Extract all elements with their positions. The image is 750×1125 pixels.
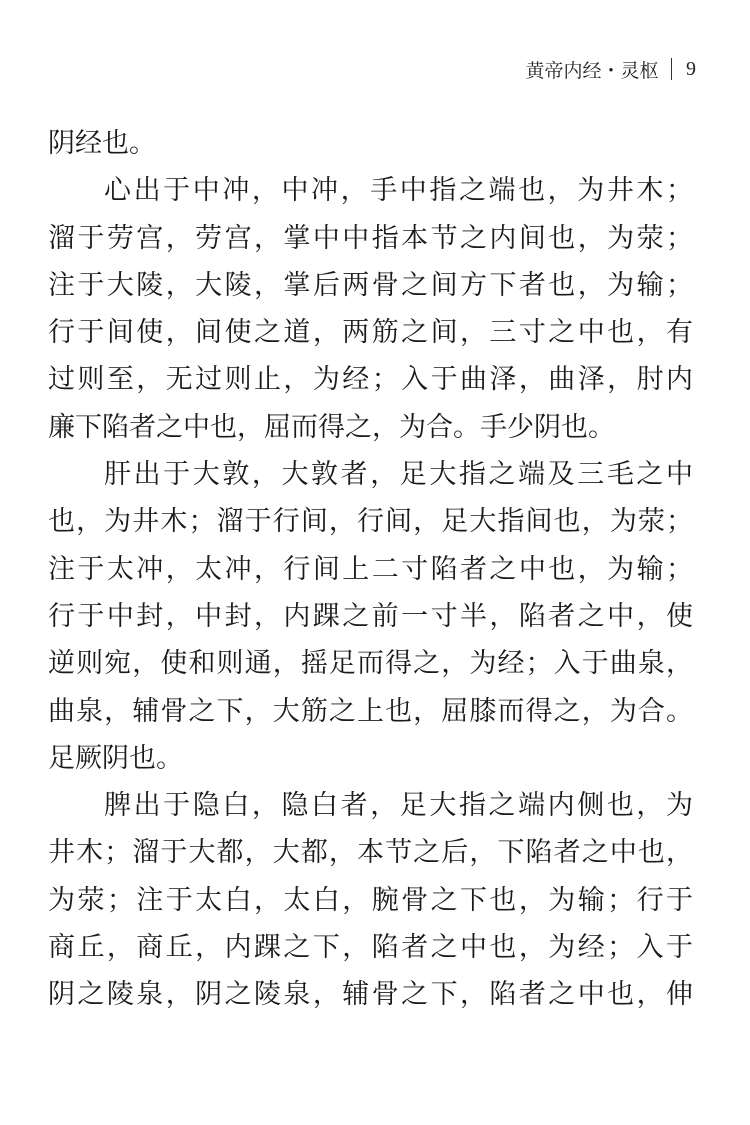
text-line: 行于间使，间使之道，两筋之间，三寸之中也，有 [48, 317, 693, 349]
body-text [48, 124, 693, 1023]
header-divider [671, 58, 673, 80]
text-line: 溜于劳宫，劳宫，掌中中指本节之内间也，为荥； [48, 222, 693, 254]
text-line: 曲泉，辅骨之下，大筋之上也，屈膝而得之，为合。 [48, 695, 693, 727]
page-number: 9 [686, 57, 696, 80]
text-line: 注于大陵，大陵，掌后两骨之间方下者也，为输； [48, 269, 693, 301]
book-title: 黄帝内经・灵枢 [525, 59, 659, 82]
text-line: 阴经也。 [48, 128, 156, 159]
text-line: 脾出于隐白，隐白者，足大指之端内侧也，为 [104, 790, 693, 822]
text-line: 为荥；注于太白，太白，腕骨之下也，为输；行于 [48, 884, 693, 916]
running-header [525, 56, 696, 82]
text-line: 也，为井木；溜于行间，行间，足大指间也，为荥； [48, 506, 693, 538]
text-line: 行于中封，中封，内踝之前一寸半，陷者之中，使 [48, 600, 693, 632]
text-line: 阴之陵泉，阴之陵泉，辅骨之下，陷者之中也，伸 [48, 979, 693, 1011]
text-line: 过则至，无过则止，为经；入于曲泽，曲泽，肘内 [48, 364, 693, 396]
text-line: 心出于中冲，中冲，手中指之端也，为井木； [104, 175, 693, 207]
text-line: 足厥阴也。 [48, 742, 183, 774]
text-line: 注于太冲，太冲，行间上二寸陷者之中也，为输； [48, 553, 693, 585]
text-line: 井木；溜于大都，大都，本节之后，下陷者之中也， [48, 837, 693, 869]
text-line: 商丘，商丘，内踝之下，陷者之中也，为经；入于 [48, 932, 693, 964]
text-line: 肝出于大敦，大敦者，足大指之端及三毛之中 [104, 459, 693, 491]
text-line: 廉下陷者之中也，屈而得之，为合。手少阴也。 [48, 411, 615, 443]
text-line: 逆则宛，使和则通，摇足而得之，为经；入于曲泉， [48, 648, 693, 680]
